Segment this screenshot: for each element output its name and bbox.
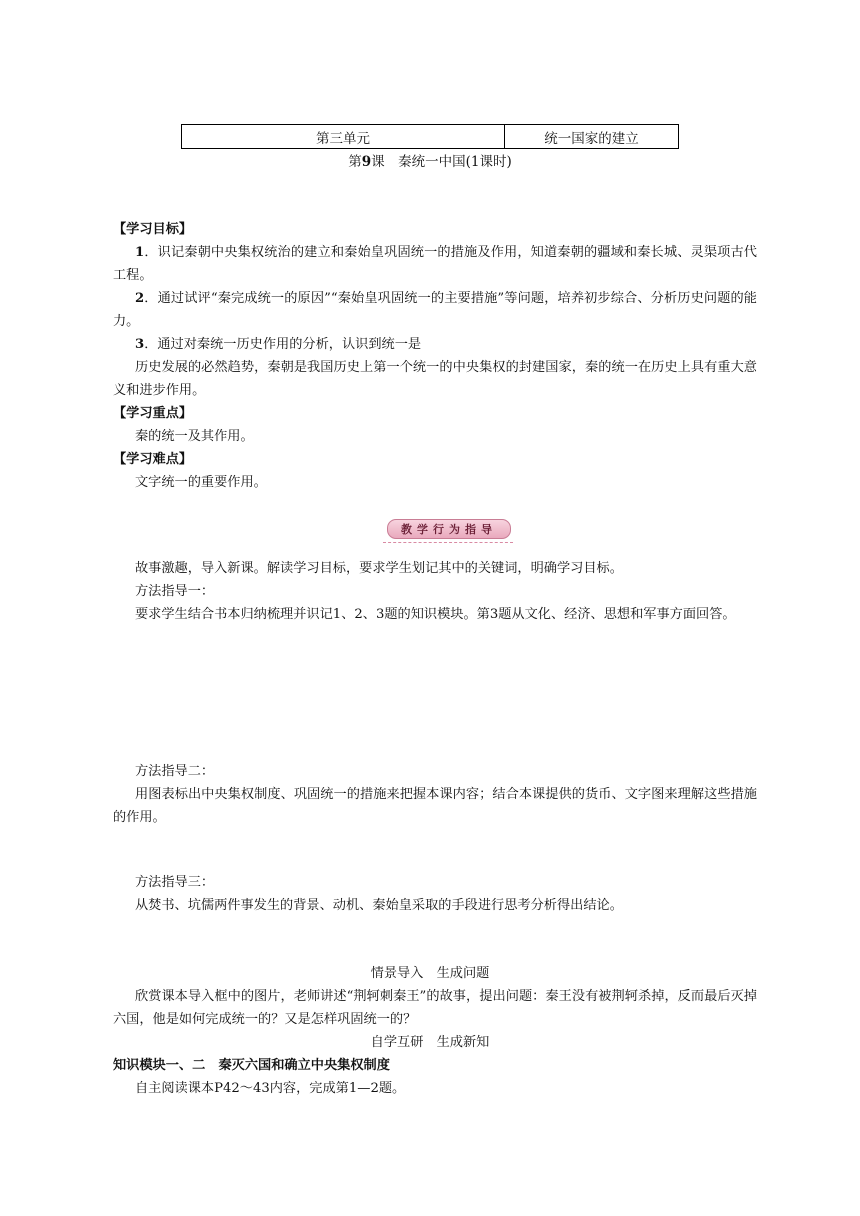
badge-label: 教学行为指导 bbox=[387, 519, 511, 539]
method1-text: 要求学生结合书本归纳梳理并识记1、2、3题的知识模块。第3题从文化、经济、思想和军事方面回答。 bbox=[135, 607, 736, 622]
scenario-text: 欣赏课本导入框中的图片，老师讲述“荆轲刺秦王”的故事，提出问题：秦王没有被荆轲杀掉，反而最后灭掉六国，他是如何完成统一的？又是怎样巩固统一的？ bbox=[113, 989, 757, 1027]
method2-title: 方法指导二： bbox=[135, 764, 215, 779]
lesson-suffix: 课 秦统一中国(1课时) bbox=[371, 154, 512, 170]
scenario-title: 情景导入 生成问题 bbox=[370, 966, 490, 981]
key-points-heading: 【学习重点】 bbox=[113, 406, 193, 421]
difficulties-text: 文字统一的重要作用。 bbox=[135, 475, 267, 490]
badge-underline bbox=[383, 542, 513, 543]
objective-item-2 bbox=[113, 287, 757, 333]
objective-text: ．识记秦朝中央集权统治的建立和秦始皇巩固统一的措施及作用，知道秦朝的疆域和秦长城、灵渠项古代工程。 bbox=[113, 245, 757, 283]
lesson-title bbox=[0, 150, 860, 170]
objective-text: ．通过试评“秦完成统一的原因”“秦始皇巩固统一的主要措施”等问题，培养初步综合、分析历史问题的能力。 bbox=[113, 291, 757, 329]
module-title: 知识模块一、二 秦灭六国和确立中央集权制度 bbox=[113, 1058, 390, 1073]
lesson-number: 9 bbox=[361, 154, 372, 170]
objective-item-3 bbox=[113, 333, 757, 356]
difficulties-heading: 【学习难点】 bbox=[113, 452, 193, 467]
objective-number: 1 bbox=[135, 245, 145, 260]
objective-continuation: 历史发展的必然趋势，秦朝是我国历史上第一个统一的中央集权的封建国家，秦的统一在历史上具有重大意义和进步作用。 bbox=[113, 360, 757, 398]
key-points-text: 秦的统一及其作用。 bbox=[135, 429, 254, 444]
method3-text: 从焚书、坑儒两件事发生的背景、动机、秦始皇采取的手段进行思考分析得出结论。 bbox=[135, 898, 623, 913]
guidance-intro: 故事激趣，导入新课。解读学习目标，要求学生划记其中的关键词，明确学习目标。 bbox=[135, 561, 623, 576]
unit-name: 第三单元 bbox=[182, 125, 505, 148]
method2-text: 用图表标出中央集权制度、巩固统一的措施来把握本课内容；结合本课提供的货币、文字图来理解这些措施的作用。 bbox=[113, 787, 757, 825]
lesson-prefix: 第 bbox=[348, 154, 362, 170]
reading-instruction: 自主阅读课本P42～43内容，完成第1—2题。 bbox=[135, 1081, 406, 1096]
objective-item-1 bbox=[113, 241, 757, 287]
unit-title: 统一国家的建立 bbox=[544, 130, 639, 147]
teaching-guidance-badge bbox=[383, 519, 513, 545]
unit-header-table bbox=[181, 124, 679, 149]
self-study-title: 自学互研 生成新知 bbox=[370, 1035, 490, 1050]
objective-number: 2 bbox=[135, 291, 145, 306]
method1-title: 方法指导一： bbox=[135, 584, 215, 599]
objective-text: ．通过对秦统一历史作用的分析，认识到统一是 bbox=[144, 337, 422, 352]
objectives-heading: 【学习目标】 bbox=[113, 222, 193, 237]
method3-title: 方法指导三： bbox=[135, 875, 215, 890]
objective-number: 3 bbox=[135, 337, 145, 352]
